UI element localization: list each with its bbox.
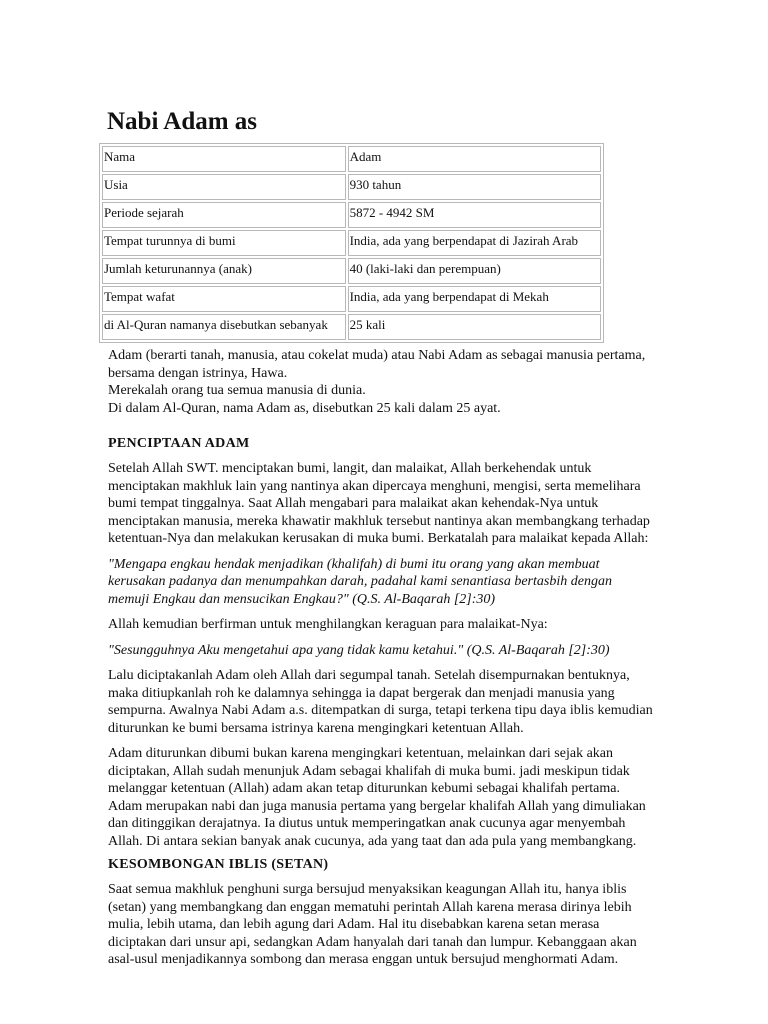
row-value: India, ada yang berpendapat di Mekah <box>348 286 601 312</box>
section-heading-penciptaan: PENCIPTAAN ADAM <box>108 436 250 451</box>
row-key: di Al-Quran namanya disebutkan sebanyak <box>102 314 346 340</box>
row-key: Tempat turunnya di bumi <box>102 230 346 256</box>
body-paragraph: Allah kemudian berfirman untuk menghilangkan keraguan para malaikat-Nya: <box>108 617 548 632</box>
table-row <box>102 174 601 200</box>
row-key: Usia <box>102 174 346 200</box>
row-value: India, ada yang berpendapat di Jazirah Arab <box>348 230 601 256</box>
row-key: Periode sejarah <box>102 202 346 228</box>
table-row <box>102 286 601 312</box>
row-key: Jumlah keturunannya (anak) <box>102 258 346 284</box>
body-paragraph: Setelah Allah SWT. menciptakan bumi, langit, dan malaikat, Allah berkehendak untuk menciptakan makhluk lain yang nantinya akan dipercaya menghuni, mengisi, serta memelihara bumi tempat tinggalnya. Saat Allah mengabari para malaikat akan kehendak-Nya untuk menciptakan manusia, mereka khawatir makhluk tersebut nantinya akan membangkang terhadap ketentuan-Nya dan melakukan kerusakan di muka bumi. Berkatalah para malaikat kepada Allah: <box>108 461 650 546</box>
row-value: 5872 - 4942 SM <box>348 202 601 228</box>
bio-table <box>99 143 604 343</box>
quran-quote: "Mengapa engkau hendak menjadikan (khalifah) di bumi itu orang yang akan membuat kerusakan padanya dan menumpahkan darah, padahal kami senantiasa bertasbih dengan memuji Engkau dan mensucikan Engkau?" (Q.S. Al-Baqarah [2]:30) <box>108 556 612 607</box>
body-paragraph: Saat semua makhluk penghuni surga bersujud menyaksikan keagungan Allah itu, hanya iblis (setan) yang membangkang dan enggan mematuhi perintah Allah karena merasa dirinya lebih mulia, lebih utama, dan lebih agung dari Adam. Hal itu disebabkan karena setan merasa diciptakan dari unsur api, sedangkan Adam hanyalah dari tanah dan lumpur. Kebanggaan akan asal-usul menjadikannya sombong dan merasa enggan untuk bersujud menghormati Adam. <box>108 882 637 967</box>
row-value: Adam <box>348 146 601 172</box>
row-key: Tempat wafat <box>102 286 346 312</box>
body-paragraph: Lalu diciptakanlah Adam oleh Allah dari segumpal tanah. Setelah disempurnakan bentuknya, maka ditiupkanlah roh ke dalamnya sehingga ia dapat bergerak dan menjadi manusia yang sempurna. Awalnya Nabi Adam a.s. ditempatkan di surga, tetapi terkena tipu daya iblis kemudian diturunkan ke bumi bersama istrinya karena mengingkari ketentuan Allah. <box>108 668 653 736</box>
page-title: Nabi Adam as <box>107 108 258 135</box>
article-body <box>108 347 656 977</box>
row-value: 930 tahun <box>348 174 601 200</box>
row-value: 25 kali <box>348 314 601 340</box>
table-row <box>102 258 601 284</box>
body-paragraph: Adam merupakan nabi dan juga manusia pertama yang bergelar khalifah Allah yang dimuliakan dan ditinggikan derajatnya. Ia diutus untuk memperingatkan anak cucunya agar menyembah Allah. Di antara sekian banyak anak cucunya, ada yang taat dan ada pula yang membangkang. <box>108 798 646 849</box>
quran-quote: "Sesungguhnya Aku mengetahui apa yang tidak kamu ketahui." (Q.S. Al-Baqarah [2]:30) <box>108 642 610 658</box>
table-row <box>102 146 601 172</box>
table-row <box>102 202 601 228</box>
intro-paragraph: Merekalah orang tua semua manusia di dunia. <box>108 383 366 398</box>
body-paragraph: Adam diturunkan dibumi bukan karena mengingkari ketentuan, melainkan dari sejak akan diciptakan, Allah sudah menunjuk Adam sebagai khalifah di muka bumi. jadi meskipun tidak melanggar ketentuan (Allah) adam akan tetap diturunkan kebumi sebagai khalifah pertama. <box>108 746 630 796</box>
table-row <box>102 314 601 340</box>
row-key: Nama <box>102 146 346 172</box>
table-row <box>102 230 601 256</box>
intro-paragraph: Adam (berarti tanah, manusia, atau cokelat muda) atau Nabi Adam as sebagai manusia pertama, bersama dengan istrinya, Hawa. <box>108 348 646 381</box>
section-heading-kesombongan: KESOMBONGAN IBLIS (SETAN) <box>108 857 329 872</box>
row-value: 40 (laki-laki dan perempuan) <box>348 258 601 284</box>
intro-paragraph: Di dalam Al-Quran, nama Adam as, disebutkan 25 kali dalam 25 ayat. <box>108 400 501 416</box>
